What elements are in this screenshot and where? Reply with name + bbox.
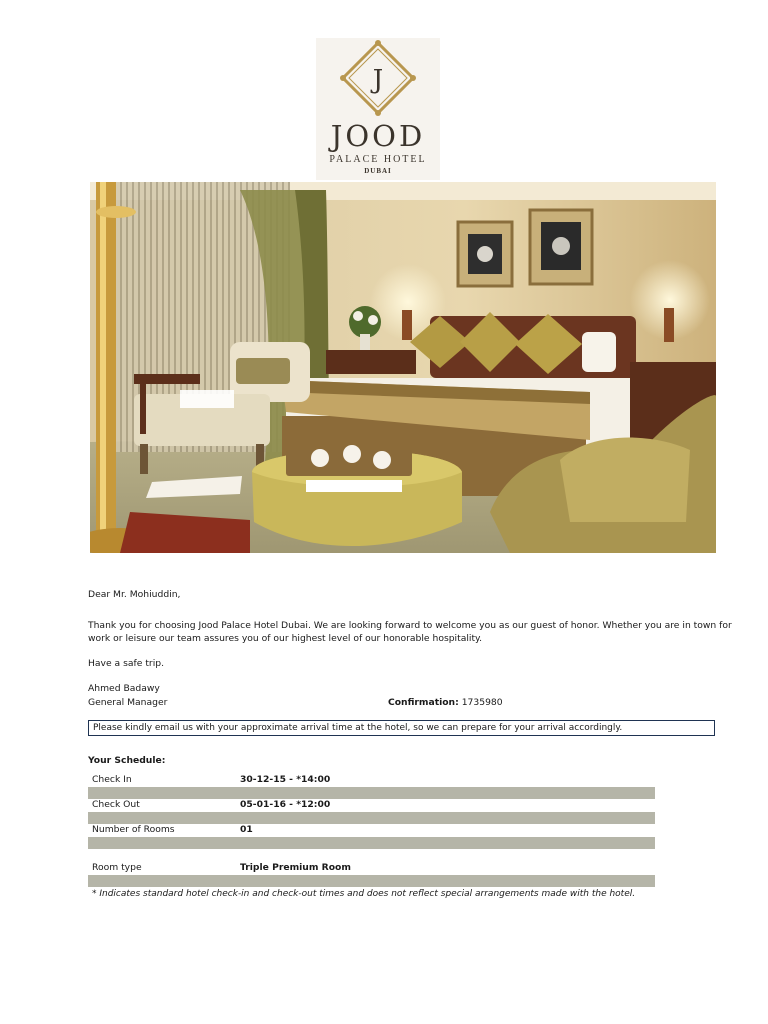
rooms-count-label: Number of Rooms (92, 824, 175, 835)
hotel-logo (316, 38, 440, 180)
schedule-footnote: * Indicates standard hotel check-in and check-out times and does not reflect special arrangements made with the hotel. (92, 889, 636, 899)
signatory-title: General Manager (88, 697, 168, 708)
check-out-value: 05-01-16 - *12:00 (240, 799, 331, 810)
room-illustration (90, 182, 716, 553)
logo-diamond-emblem (316, 38, 440, 120)
room-type-label: Room type (92, 862, 142, 873)
row-separator-band (88, 812, 655, 824)
logo-subtitle: PALACE HOTEL (329, 154, 427, 165)
row-separator-band (88, 787, 655, 799)
logo-letter: J (372, 65, 384, 95)
letter-closing: Have a safe trip. (88, 658, 165, 669)
check-in-value: 30-12-15 - *14:00 (240, 774, 331, 785)
confirmation-label: Confirmation: (388, 697, 459, 708)
confirmation (388, 696, 503, 709)
confirmation-number: 1735980 (461, 697, 503, 708)
room-type-value: Triple Premium Room (240, 862, 351, 873)
logo-city: DUBAI (364, 167, 392, 175)
check-out-label: Check Out (92, 799, 140, 810)
arrival-notice: Please kindly email us with your approximate arrival time at the hotel, so we can prepare for your arrival accordingly. (88, 720, 715, 736)
row-separator-band (88, 875, 655, 887)
row-separator-band (88, 837, 655, 849)
signatory-name: Ahmed Badawy (88, 683, 160, 694)
letter-body: Thank you for choosing Jood Palace Hotel Dubai. We are looking forward to welcome you as our guest of honor. Whether you are in town for work or leisure our team assures you of our highest level of our honorable hospitality. (88, 620, 732, 644)
logo-name: JOOD (330, 119, 426, 153)
rooms-count-value: 01 (240, 824, 253, 835)
schedule-heading: Your Schedule: (88, 755, 166, 766)
check-in-label: Check In (92, 774, 132, 785)
hotel-room-photo (90, 182, 716, 553)
letter-greeting: Dear Mr. Mohiuddin, (88, 589, 181, 600)
